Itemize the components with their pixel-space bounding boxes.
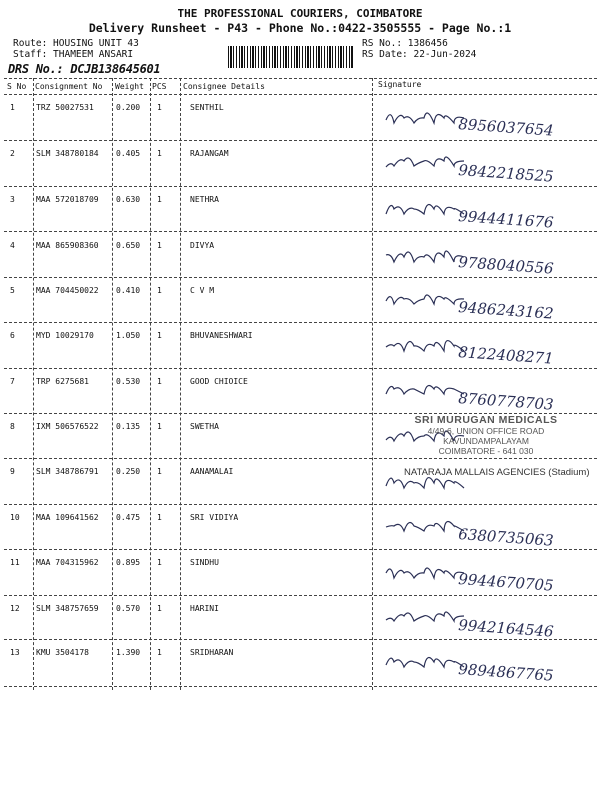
row-divider — [4, 549, 597, 550]
col-divider — [180, 78, 181, 690]
cell-consignee: C V M — [190, 286, 215, 295]
cell-sno: 4 — [10, 241, 15, 250]
cell-consignee: DIVYA — [190, 241, 215, 250]
handwritten-phone: 9944670705 — [457, 570, 555, 595]
col-divider — [112, 78, 113, 690]
barcode-image — [228, 46, 354, 68]
cell-consignment: TRZ 50027531 — [36, 103, 94, 112]
handwritten-phone: 8956037654 — [457, 115, 555, 140]
company-title: THE PROFESSIONAL COURIERS, COIMBATORE — [177, 7, 423, 20]
row-divider — [4, 639, 597, 640]
handwritten-phone: 9788040556 — [457, 253, 555, 278]
cell-sno: 7 — [10, 377, 15, 386]
signature-scribble — [378, 373, 593, 413]
agency-stamp: NATARAJA MALLAIS AGENCIES (Stadium) — [404, 467, 590, 478]
cell-pcs: 1 — [157, 149, 162, 158]
cell-pcs: 1 — [157, 103, 162, 112]
col-header-sno: S No — [7, 82, 27, 91]
cell-consignment: TRP 6275681 — [36, 377, 89, 386]
cell-weight: 0.630 — [116, 195, 141, 204]
cell-consignee: SENTHIL — [190, 103, 224, 112]
header-bottom-border — [4, 94, 597, 95]
rs-number: RS No.: 1386456 — [362, 38, 448, 49]
cell-pcs: 1 — [157, 422, 162, 431]
cell-consignee: SWETHA — [190, 422, 219, 431]
col-header-pcs: PCS — [152, 82, 167, 91]
cell-consignment: SLM 348786791 — [36, 467, 99, 476]
cell-pcs: 1 — [157, 558, 162, 567]
stamp-name: SRI MURUGAN MEDICALS — [414, 414, 558, 426]
cell-sno: 12 — [10, 604, 20, 613]
handwritten-phone: 8122408271 — [457, 343, 555, 368]
signature-scribble — [378, 509, 593, 549]
signature-scribble — [378, 191, 593, 231]
col-divider — [33, 78, 34, 690]
cell-weight: 0.410 — [116, 286, 141, 295]
cell-weight: 1.390 — [116, 648, 141, 657]
cell-sno: 13 — [10, 648, 20, 657]
cell-consignment: IXM 506576522 — [36, 422, 99, 431]
row-divider — [4, 277, 597, 278]
cell-consignment: MAA 704450022 — [36, 286, 99, 295]
table-top-border — [4, 78, 597, 79]
cell-consignment: KMU 3504178 — [36, 648, 89, 657]
handwritten-phone: 9944411676 — [457, 207, 555, 232]
cell-pcs: 1 — [157, 195, 162, 204]
cell-weight: 0.895 — [116, 558, 141, 567]
cell-pcs: 1 — [157, 331, 162, 340]
cell-pcs: 1 — [157, 377, 162, 386]
rs-date: RS Date: 22-Jun-2024 — [362, 49, 477, 60]
cell-consignment: MAA 865908360 — [36, 241, 99, 250]
cell-sno: 11 — [10, 558, 20, 567]
cell-sno: 8 — [10, 422, 15, 431]
cell-weight: 0.200 — [116, 103, 141, 112]
row-divider — [4, 595, 597, 596]
cell-consignee: RAJANGAM — [190, 149, 229, 158]
cell-consignee: NETHRA — [190, 195, 219, 204]
cell-consignee: HARINI — [190, 604, 219, 613]
cell-pcs: 1 — [157, 467, 162, 476]
drs-number: DRS No.: DCJB138645601 — [8, 62, 161, 76]
signature-scribble — [378, 644, 593, 684]
signature-scribble — [378, 282, 593, 322]
cell-consignment: MYD 10029170 — [36, 331, 94, 340]
runsheet-subtitle: Delivery Runsheet - P43 - Phone No.:0422-3505555 - Page No.:1 — [88, 21, 512, 35]
col-header-consignment: Consignment No — [35, 82, 103, 91]
row-divider — [4, 458, 597, 459]
cell-consignment: MAA 572018709 — [36, 195, 99, 204]
cell-sno: 9 — [10, 467, 15, 476]
cell-pcs: 1 — [157, 241, 162, 250]
cell-weight: 0.570 — [116, 604, 141, 613]
row-divider — [4, 504, 597, 505]
stamp-address: COIMBATORE - 641 030 — [438, 446, 534, 456]
signature-scribble — [378, 600, 593, 640]
signature-scribble — [378, 327, 593, 367]
row-divider — [4, 368, 597, 369]
row-divider — [4, 686, 597, 687]
cell-sno: 10 — [10, 513, 20, 522]
staff-label: Staff: THAMEEM ANSARI — [13, 49, 134, 60]
cell-sno: 1 — [10, 103, 15, 112]
cell-consignee: SRIDHARAN — [190, 648, 234, 657]
row-divider — [4, 322, 597, 323]
cell-weight: 0.250 — [116, 467, 141, 476]
col-divider — [372, 78, 373, 690]
cell-weight: 0.475 — [116, 513, 141, 522]
signature-scribble — [378, 99, 593, 139]
cell-consignment: MAA 704315962 — [36, 558, 99, 567]
cell-sno: 6 — [10, 331, 15, 340]
cell-consignee: SRI VIDIYA — [190, 513, 239, 522]
cell-weight: 0.135 — [116, 422, 141, 431]
cell-pcs: 1 — [157, 286, 162, 295]
row-divider — [4, 140, 597, 141]
col-divider — [150, 78, 151, 690]
stamp-address: 4/49-6, UNION OFFICE ROAD — [427, 426, 545, 436]
cell-sno: 5 — [10, 286, 15, 295]
cell-consignee: SINDHU — [190, 558, 219, 567]
cell-pcs: 1 — [157, 513, 162, 522]
signature-scribble — [378, 237, 593, 277]
rubber-stamp — [386, 414, 586, 456]
row-divider — [4, 186, 597, 187]
cell-pcs: 1 — [157, 604, 162, 613]
cell-consignee: BHUVANESHWARI — [190, 331, 253, 340]
handwritten-phone: 8760778703 — [457, 389, 555, 414]
cell-pcs: 1 — [157, 648, 162, 657]
cell-weight: 0.405 — [116, 149, 141, 158]
handwritten-phone: 9894867765 — [457, 660, 555, 685]
col-header-weight: Weight — [115, 82, 144, 91]
handwritten-phone: 9942164546 — [457, 616, 555, 641]
cell-sno: 2 — [10, 149, 15, 158]
signature-scribble — [378, 145, 593, 185]
col-header-consignee: Consignee Details — [183, 82, 265, 91]
cell-consignee: AANAMALAI — [190, 467, 234, 476]
cell-consignment: SLM 348780184 — [36, 149, 99, 158]
cell-weight: 0.530 — [116, 377, 141, 386]
stamp-address: KAVUNDAMPALAYAM — [443, 436, 529, 446]
col-header-signature: Signature — [378, 80, 422, 89]
cell-weight: 0.650 — [116, 241, 141, 250]
cell-consignment: SLM 348757659 — [36, 604, 99, 613]
row-divider — [4, 231, 597, 232]
signature-scribble — [378, 554, 593, 594]
handwritten-phone: 6380735063 — [457, 525, 555, 550]
cell-weight: 1.050 — [116, 331, 141, 340]
handwritten-phone: 9842218525 — [457, 161, 555, 186]
handwritten-phone: 9486243162 — [457, 298, 555, 323]
cell-sno: 3 — [10, 195, 15, 204]
route-label: Route: HOUSING UNIT 43 — [13, 38, 139, 49]
cell-consignment: MAA 109641562 — [36, 513, 99, 522]
cell-consignee: GOOD CHIOICE — [190, 377, 248, 386]
